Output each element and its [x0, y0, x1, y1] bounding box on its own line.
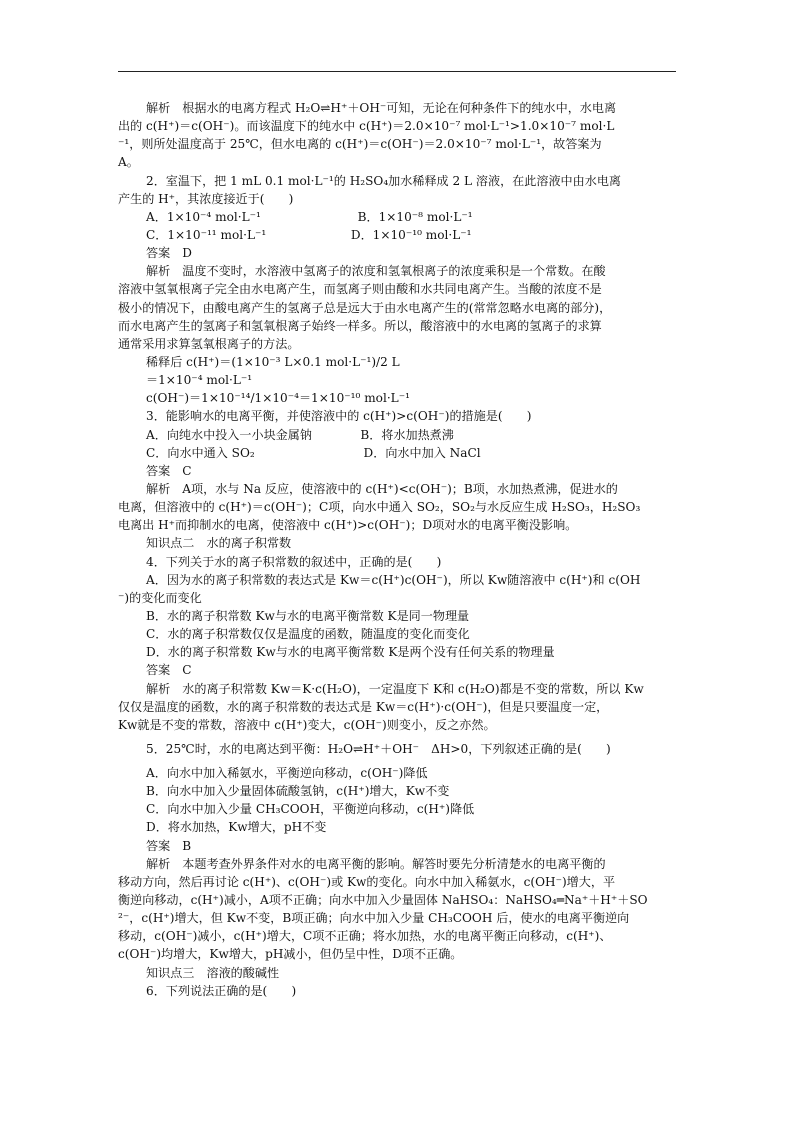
text-line: 移动，c(OH⁻)减小，c(H⁺)增大，C项不正确；将水加热，水的电离平衡正向移动，c(H⁺)、: [118, 929, 612, 944]
text-line: c(OH⁻)＝1×10⁻¹⁴/1×10⁻⁴＝1×10⁻¹⁰ mol·L⁻¹: [146, 391, 410, 406]
document-body: [118, 99, 678, 1000]
text-line: A．因为水的离子积常数的表达式是 Kw＝c(H⁺)c(OH⁻)，所以 Kw随溶液中 c(H⁺)和 c(OH: [146, 572, 641, 587]
text-line: C．向水中加入少量 CH₃COOH，平衡逆向移动，c(H⁺)降低: [146, 802, 475, 817]
text-line: D．水的离子积常数 Kw与水的电离平衡常数 K是两个没有任何关系的物理量: [146, 645, 555, 660]
text-line: D．将水加热，Kw增大，pH不变: [146, 820, 327, 835]
text-line: C．1×10⁻¹¹ mol·L⁻¹ D．1×10⁻¹⁰ mol·L⁻¹: [146, 227, 472, 242]
text-line: 知识点二 水的离子积常数: [146, 536, 292, 551]
text-line: ⁻¹，则所处温度高于 25℃，但水电离的 c(H⁺)＝c(OH⁻)＝2.0×10⁻⁷ mol·L⁻¹，故答案为: [118, 137, 602, 152]
text-line: C．水的离子积常数仅仅是温度的函数，随温度的变化而变化: [146, 627, 470, 642]
text-line: 稀释后 c(H⁺)＝(1×10⁻³ L×0.1 mol·L⁻¹)/2 L: [146, 354, 400, 369]
text-line: c(OH⁻)均增大，Kw增大，pH减小，但仍呈中性，D项不正确。: [118, 947, 463, 962]
text-line: 6．下列说法正确的是( ): [146, 983, 297, 998]
text-line: ²⁻，c(H⁺)增大，但 Kw不变，B项正确；向水中加入少量 CH₃COOH 后，使水的电离平衡逆向: [118, 911, 630, 926]
text-line: 解析 水的离子积常数 Kw＝K·c(H₂O)，一定温度下 K和 c(H₂O)都是不变的常数，所以 Kw: [146, 681, 644, 696]
text-line: 5．25℃时，水的电离达到平衡：H₂O⇌H⁺＋OH⁻ ΔH>0，下列叙述正确的是( ): [146, 741, 611, 756]
text-line: 知识点三 溶液的酸碱性: [146, 965, 280, 980]
text-line: B．向水中加入少量固体硫酸氢钠，c(H⁺)增大，Kw不变: [146, 784, 450, 799]
text-line: 解析 根据水的电离方程式 H₂O⇌H⁺＋OH⁻可知，无论在何种条件下的纯水中，水电离: [146, 101, 617, 115]
text-line: 出的 c(H⁺)＝c(OH⁻)。而该温度下的纯水中 c(H⁺)＝2.0×10⁻⁷ mol·L⁻¹>1.0×10⁻⁷ mol·L: [118, 119, 615, 134]
text-line: 通常采用求算氢氧根离子的方法。: [118, 336, 300, 351]
text-line: 答案 B: [146, 838, 192, 853]
text-line: 3．能影响水的电离平衡，并使溶液中的 c(H⁺)>c(OH⁻)的措施是( ): [146, 409, 532, 424]
text-line: 仅仅是温度的函数，水的离子积常数的表达式是 Kw＝c(H⁺)·c(OH⁻)，但是只要温度一定，: [118, 699, 609, 714]
text-line: 衡逆向移动，c(H⁺)减小，A项不正确；向水中加入少量固体 NaHSO₄：NaHSO₄═Na⁺＋H⁺＋SO: [118, 893, 648, 908]
text-line: A。: [118, 155, 139, 170]
text-line: Kw就是不变的常数，溶液中 c(H⁺)变大，c(OH⁻)则变小，反之亦然。: [118, 717, 496, 732]
text-line: 电离出 H⁺而抑制水的电离，使溶液中 c(H⁺)>c(OH⁻)；D项对水的电离平衡没影响。: [118, 518, 578, 533]
text-line: 移动方向，然后再讨论 c(H⁺)、c(OH⁻)或 Kw的变化。向水中加入稀氨水，c(OH⁻)增大，平: [118, 874, 616, 889]
text-line: 解析 温度不变时，水溶液中氢离子的浓度和氢氧根离子的浓度乘积是一个常数。在酸: [146, 264, 606, 279]
text-line: B．水的离子积常数 Kw与水的电离平衡常数 K是同一物理量: [146, 608, 470, 623]
text-line: 溶液中氢氧根离子完全由水电离产生，而氢离子则由酸和水共同电离产生。当酸的浓度不是: [118, 282, 602, 297]
text-line: 解析 A项，水与 Na 反应，使溶液中的 c(H⁺)<c(OH⁻)；B项，水加热煮沸，促进水的: [146, 481, 618, 496]
text-line: 解析 本题考查外界条件对水的电离平衡的影响。解答时要先分析清楚水的电离平衡的: [146, 856, 606, 871]
text-line: 极小的情况下，由酸电离产生的氢离子总是远大于由水电离产生的(常常忽略水电离的部分)，: [118, 300, 612, 315]
text-line: 4．下列关于水的离子积常数的叙述中，正确的是( ): [146, 554, 442, 569]
text-line: A．向纯水中投入一小块金属钠 B．将水加热煮沸: [146, 427, 454, 442]
text-line: 而水电离产生的氢离子和氢氧根离子始终一样多。所以，酸溶液中的水电离的氢离子的求算: [118, 318, 602, 333]
header-rule: [118, 71, 676, 72]
text-line: 答案 C: [146, 663, 192, 678]
text-line: 答案 C: [146, 463, 192, 478]
text-line: 产生的 H⁺，其浓度接近于( ): [118, 191, 294, 206]
text-line: 2．室温下，把 1 mL 0.1 mol·L⁻¹的 H₂SO₄加水稀释成 2 L 溶液，在此溶液中由水电离: [146, 173, 622, 188]
text-line: ＝1×10⁻⁴ mol·L⁻¹: [146, 373, 253, 388]
text-line: A．1×10⁻⁴ mol·L⁻¹ B．1×10⁻⁸ mol·L⁻¹: [146, 209, 473, 224]
text-line: 电离，但溶液中的 c(H⁺)＝c(OH⁻)；C项，向水中通入 SO₂，SO₂与水反应生成 H₂SO₃，H₂SO₃: [118, 500, 641, 515]
text-line: A．向水中加入稀氨水，平衡逆向移动，c(OH⁻)降低: [146, 766, 428, 781]
text-line: C．向水中通入 SO₂ D．向水中加入 NaCl: [146, 445, 481, 460]
text-line: ⁻)的变化而变化: [118, 590, 202, 605]
text-line: 答案 D: [146, 246, 192, 261]
